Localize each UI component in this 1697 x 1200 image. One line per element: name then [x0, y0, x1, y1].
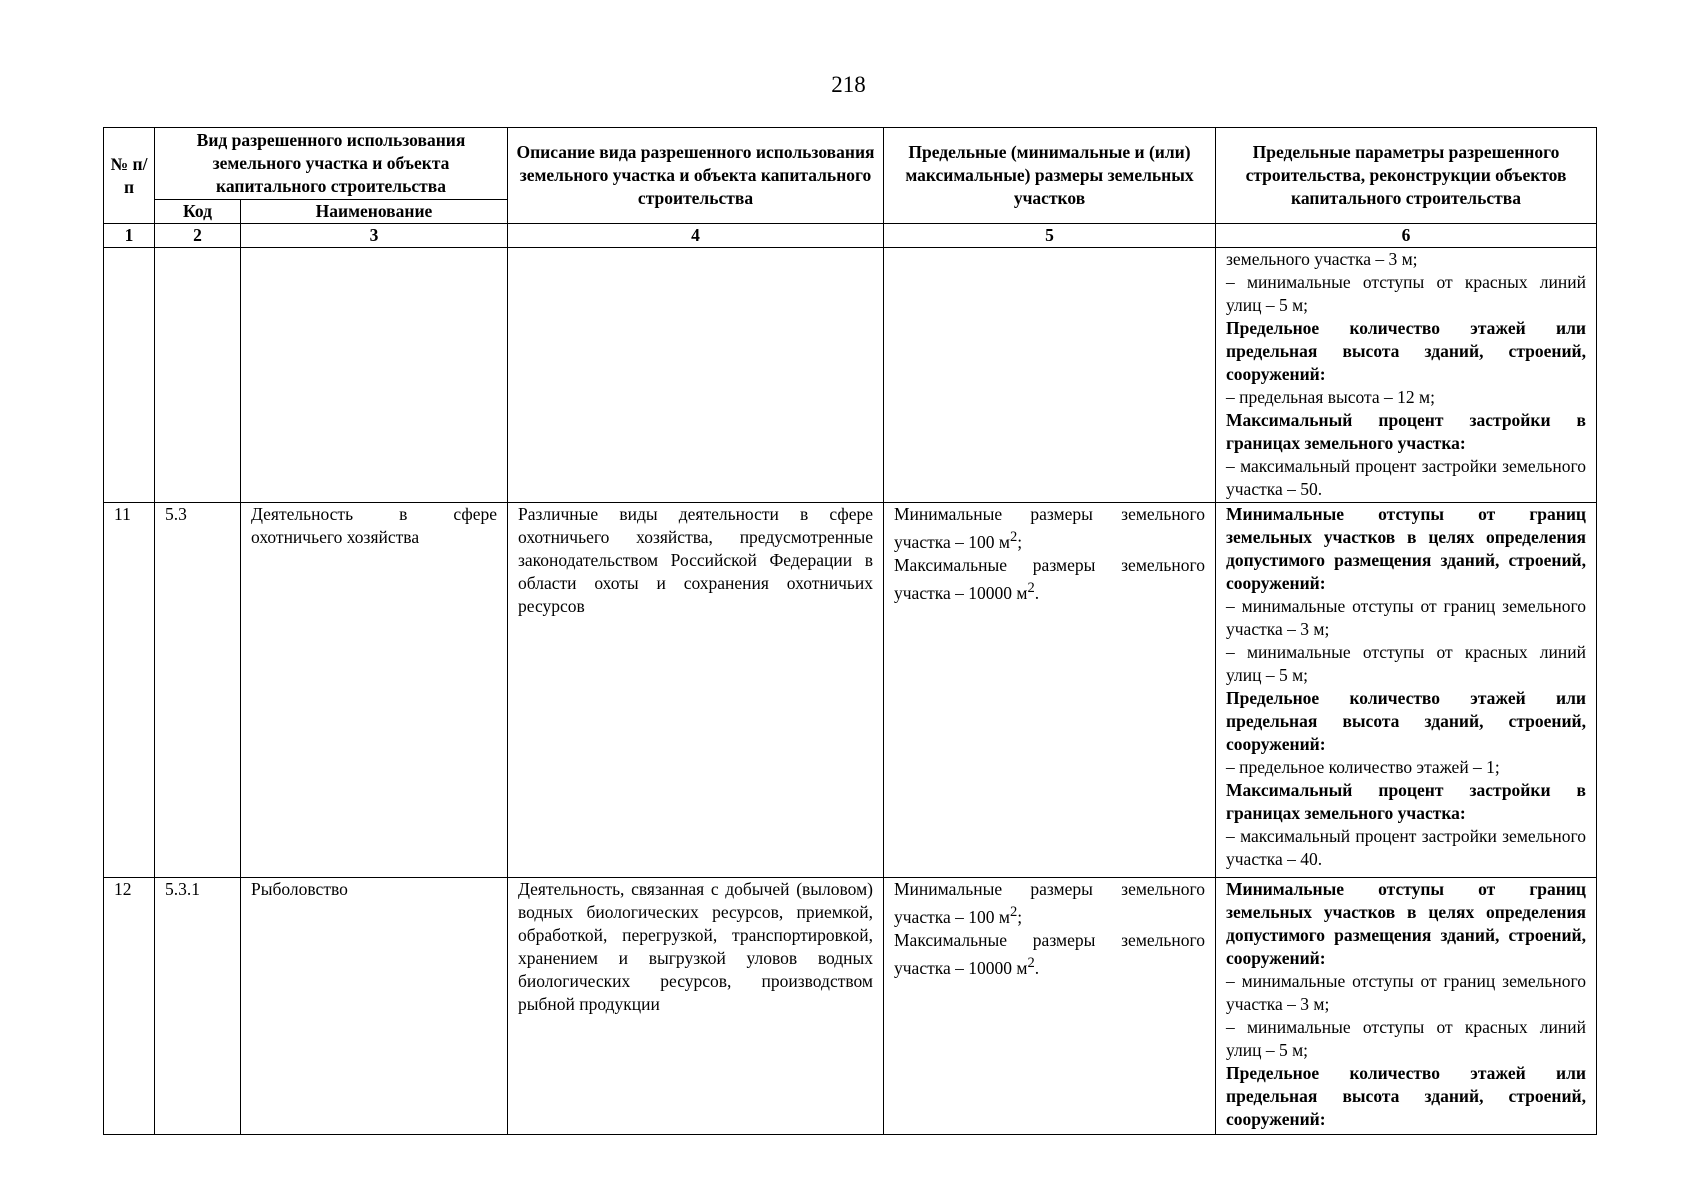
column-number: 3	[241, 224, 508, 248]
table-row	[104, 503, 1597, 877]
header-sizes: Предельные (минимальные и (или) максимальные) размеры земельных участков	[884, 128, 1216, 224]
superscript-2: 2	[1027, 580, 1035, 597]
header-row-top	[104, 128, 1597, 200]
row-sizes-cell	[884, 877, 1216, 1134]
superscript-2: 2	[1009, 529, 1018, 546]
table-row	[104, 248, 1597, 503]
header-num: № п/п	[104, 128, 155, 224]
row-description-cell: Различные виды деятельности в сфере охотничьего хозяйства, предусмотренные законодательством Российской Федерации в области охоты и сохранения охотничьих ресурсов	[508, 503, 884, 877]
param-line: – предельная высота – 12 м;	[1226, 387, 1435, 407]
column-number: 1	[104, 224, 155, 248]
row-sizes-cell	[884, 503, 1216, 877]
max-size-text: Максимальные размеры земельного участка – 10000 $м^2$.	[894, 555, 1205, 603]
row-sizes-cell	[884, 248, 1216, 503]
header-vri-group: Вид разрешенного использования земельного участка и объекта капитального строительства	[155, 128, 508, 200]
param-heading: Минимальные отступы от границ земельных участков в целях определения допустимого размещения зданий, строений, сооружений:	[1226, 504, 1586, 594]
row-num-cell: 11	[104, 503, 155, 877]
header-params: Предельные параметры разрешенного строительства, реконструкции объектов капитального строительства	[1216, 128, 1597, 224]
row-params-cell	[1216, 503, 1597, 877]
column-number: 4	[508, 224, 884, 248]
param-line: – максимальный процент застройки земельного участка – 40.	[1226, 826, 1586, 870]
superscript-2: 2	[1009, 903, 1018, 920]
column-number: 6	[1216, 224, 1597, 248]
param-line: – минимальные отступы от красных линий улиц – 5 м;	[1226, 272, 1586, 315]
page-number: 218	[831, 72, 866, 97]
min-size-text: Минимальные размеры земельного участка – 100 $м^2$;	[894, 504, 1205, 553]
param-line: земельного участка – 3 м;	[1226, 249, 1418, 269]
column-numbers-row	[104, 224, 1597, 248]
param-heading: Максимальный процент застройки в границах земельного участка:	[1226, 410, 1586, 453]
row-params-cell	[1216, 877, 1597, 1134]
param-heading: Предельное количество этажей или предельная высота зданий, строений, сооружений:	[1226, 1062, 1586, 1129]
table-row	[104, 877, 1597, 1134]
header-description: Описание вида разрешенного использования земельного участка и объекта капитального строительства	[508, 128, 884, 224]
row-code-cell	[155, 248, 241, 503]
param-line: – минимальные отступы от красных линий улиц – 5 м;	[1226, 1016, 1586, 1060]
land-use-regulations-table	[103, 127, 1597, 1135]
row-num-cell	[104, 248, 155, 503]
row-num-cell: 12	[104, 877, 155, 1134]
row-code-cell: 5.3.1	[155, 877, 241, 1134]
param-line: – предельное количество этажей – 1;	[1226, 757, 1500, 778]
param-heading: Предельное количество этажей или предельная высота зданий, строений, сооружений:	[1226, 318, 1586, 384]
row-description-cell	[508, 248, 884, 503]
column-number: 2	[155, 224, 241, 248]
row-params-cell	[1216, 248, 1597, 503]
row-description-cell: Деятельность, связанная с добычей (выловом) водных биологических ресурсов, приемкой, обработкой, перегрузкой, транспортировкой, хранением и выгрузкой уловов водных биологических ресурсов, производством рыбной продукции	[508, 877, 884, 1134]
param-heading: Предельное количество этажей или предельная высота зданий, строений, сооружений:	[1226, 688, 1586, 755]
row-name-cell	[241, 248, 508, 503]
column-number: 5	[884, 224, 1216, 248]
row-name-cell: Рыболовство	[241, 877, 508, 1134]
row-name-cell: Деятельность в сфере охотничьего хозяйства	[241, 503, 508, 877]
superscript-2: 2	[1027, 954, 1035, 971]
param-line: – минимальные отступы от границ земельного участка – 3 м;	[1226, 970, 1586, 1014]
header-name: Наименование	[241, 200, 508, 224]
header-code: Код	[155, 200, 241, 224]
param-heading: Максимальный процент застройки в границах земельного участка:	[1226, 780, 1586, 824]
param-line: – минимальные отступы от границ земельного участка – 3 м;	[1226, 596, 1586, 640]
min-size-text: Минимальные размеры земельного участка – 100 $м^2$;	[894, 878, 1205, 927]
param-heading: Минимальные отступы от границ земельных участков в целях определения допустимого размещения зданий, строений, сооружений:	[1226, 878, 1586, 968]
row-code-cell: 5.3	[155, 503, 241, 877]
max-size-text: Максимальные размеры земельного участка – 10000 $м^2$.	[894, 929, 1205, 978]
param-line: – максимальный процент застройки земельного участка – 50.	[1226, 456, 1586, 499]
param-line: – минимальные отступы от красных линий улиц – 5 м;	[1226, 642, 1586, 686]
